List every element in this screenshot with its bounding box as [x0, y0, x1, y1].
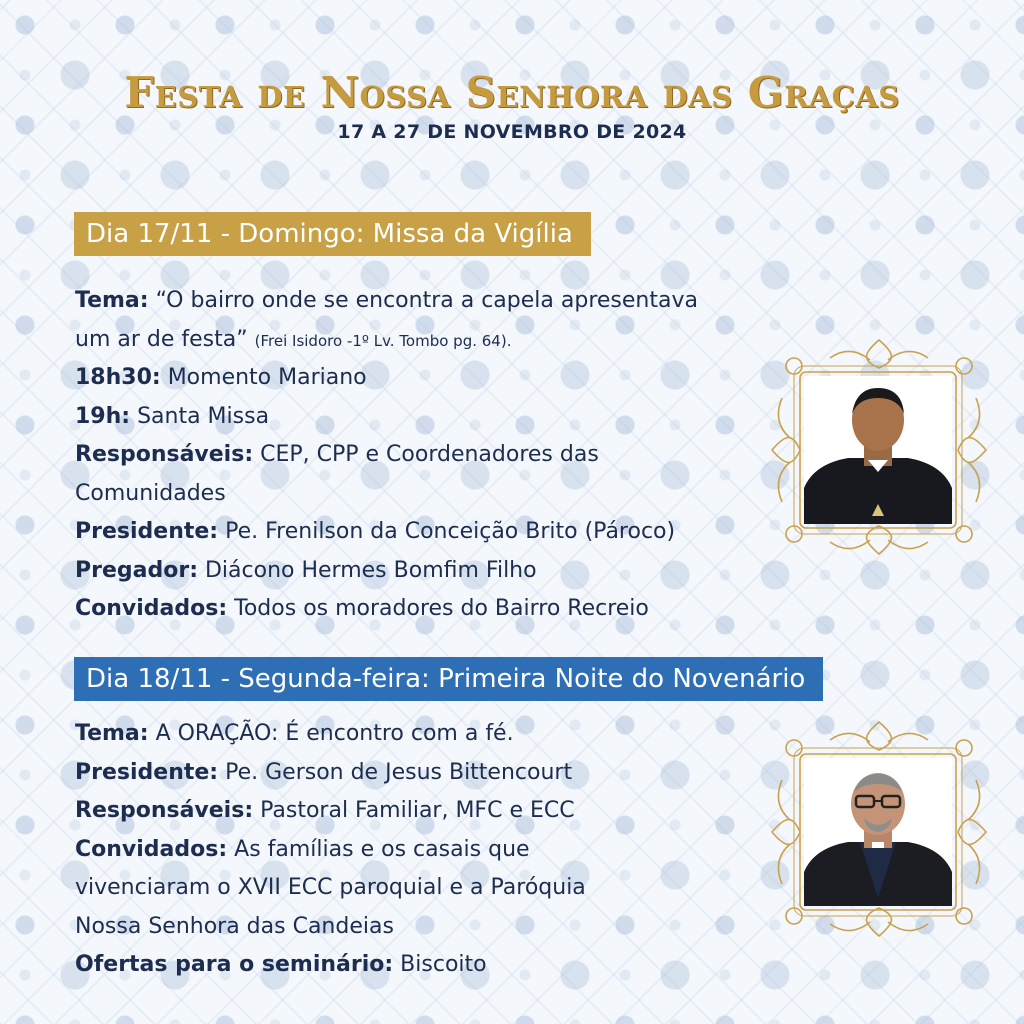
day2-details [75, 715, 586, 985]
day2-responsaveis [75, 792, 586, 831]
tema-label: Tema: [75, 288, 149, 313]
day1-responsaveis-cont [75, 475, 698, 514]
priest-portrait-frame-1 [770, 338, 988, 556]
ofertas-label: Ofertas para o seminário: [75, 952, 394, 977]
tema-text: A ORAÇÃO: É encontro com a fé. [148, 721, 514, 746]
day2-tema [75, 715, 586, 754]
tema-reference: (Frei Isidoro -1º Lv. Tombo pg. 64). [254, 331, 512, 350]
day2-presidente [75, 754, 586, 793]
priest-photo-2 [804, 758, 952, 906]
day1-time-1 [75, 359, 698, 398]
day1-convidados [75, 590, 698, 629]
presidente-value: Pe. Frenilson da Conceição Brito (Pároco) [218, 519, 676, 544]
priest-photo-1 [804, 376, 952, 524]
convidados-value-cont: Nossa Senhora das Candeias [75, 913, 394, 939]
responsaveis-value-cont: Comunidades [75, 480, 226, 506]
responsaveis-value: Pastoral Familiar, MFC e ECC [253, 798, 575, 823]
presidente-label: Presidente: [75, 519, 219, 544]
convidados-value: Todos os moradores do Bairro Recreio [227, 596, 649, 621]
time-label: 18h30: [75, 365, 161, 390]
time-value: Santa Missa [130, 403, 270, 429]
responsaveis-value: CEP, CPP e Coordenadores das [253, 442, 599, 467]
ofertas-value: Biscoito [393, 952, 487, 977]
event-title: Festa de Nossa Senhora das Graças [124, 68, 900, 117]
day1-details [75, 282, 698, 629]
time-label: 19h: [75, 403, 131, 429]
time-value: Momento Mariano [160, 365, 367, 390]
convidados-value: As famílias e os casais que [227, 836, 530, 862]
day2-convidados-cont-1 [75, 869, 586, 908]
day1-responsaveis [75, 436, 698, 475]
day2-banner: Dia 18/11 - Segunda-feira: Primeira Noite do Novenário [74, 657, 823, 701]
tema-text: “O bairro onde se encontra a capela apresentava [148, 288, 698, 313]
responsaveis-label: Responsáveis: [75, 442, 254, 467]
priest-portrait-icon [804, 758, 952, 906]
convidados-label: Convidados: [75, 596, 228, 621]
day1-pregador [75, 552, 698, 591]
presidente-value: Pe. Gerson de Jesus Bittencourt [218, 759, 573, 785]
day1-banner: Dia 17/11 - Domingo: Missa da Vigília [74, 212, 591, 256]
pregador-label: Pregador: [75, 557, 198, 583]
priest-portrait-frame-2 [770, 720, 988, 938]
day2-convidados-cont-2 [75, 908, 586, 947]
convidados-value-cont: vivenciaram o XVII ECC paroquial e a Paróquia [75, 875, 586, 900]
day1-tema-cont [75, 321, 698, 360]
tema-label: Tema: [75, 721, 149, 746]
day1-time-2 [75, 398, 698, 437]
convidados-label: Convidados: [75, 836, 228, 862]
day2-convidados [75, 831, 586, 870]
day1-tema [75, 282, 698, 321]
day1-presidente [75, 513, 698, 552]
pregador-value: Diácono Hermes Bomfim Filho [198, 557, 537, 583]
event-dates: 17 A 27 DE NOVEMBRO DE 2024 [337, 121, 687, 143]
tema-text-cont: um ar de festa” [75, 326, 248, 352]
presidente-label: Presidente: [75, 759, 219, 785]
day2-ofertas [75, 946, 586, 985]
responsaveis-label: Responsáveis: [75, 798, 254, 823]
priest-portrait-icon [804, 376, 952, 524]
